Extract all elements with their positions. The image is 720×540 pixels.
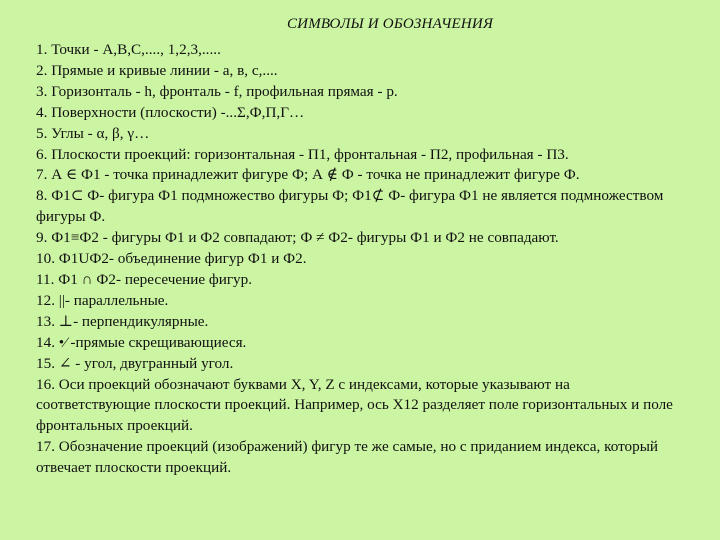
list-item: 2. Прямые и кривые линии - а, в, с,....	[36, 61, 278, 79]
list-item: 4. Поверхности (плоскости) -...Σ,Ф,П,Г…	[36, 103, 305, 121]
symbol-list	[36, 40, 688, 479]
list-item: 9. Ф1≡Ф2 - фигуры Ф1 и Ф2 совпадают; Ф ≠ Ф2- фигуры Ф1 и Ф2 не совпадают.	[36, 229, 559, 247]
list-item: 3. Горизонталь - h, фронталь - f, профильная прямая - р.	[36, 82, 398, 100]
list-item: 16. Оси проекций обозначают буквами X, Y, Z с индексами, которые указывают на соответствующие плоскости проекций. Например, ось X12 разделяет поле горизонтальных и поле фронтальных проекций.	[36, 375, 673, 435]
list-item: 7. А ∈ Ф1 - точка принадлежит фигуре Ф; А ∉ Ф - точка не принадлежит фигуре Ф.	[36, 166, 580, 184]
list-item: 14. •⁄ -прямые скрещивающиеся.	[36, 333, 247, 351]
list-item: 11. Ф1 ∩ Ф2- пересечение фигур.	[36, 270, 253, 288]
list-item: 12. ||- параллельные.	[36, 291, 169, 309]
list-item: 10. Ф1UФ2- объединение фигур Ф1 и Ф2.	[36, 250, 307, 268]
list-item: 17. Обозначение проекций (изображений) фигур те же самые, но с приданием индекса, который отвечает плоскости проекций.	[36, 438, 659, 477]
list-item: 1. Точки - А,В,С,...., 1,2,3,.....	[36, 41, 221, 58]
page-title: СИМВОЛЫ И ОБОЗНАЧЕНИЯ	[286, 16, 494, 32]
list-item: 8. Ф1⊂ Ф- фигура Ф1 подмножество фигуры Ф; Ф1⊄ Ф- фигура Ф1 не является подмножеством фигуры Ф.	[36, 187, 664, 226]
list-item: 5. Углы - α, β, γ…	[36, 124, 150, 142]
list-item: 6. Плоскости проекций: горизонтальная - П1, фронтальная - П2, профильная - П3.	[36, 145, 569, 163]
list-item: 15. ∠ - угол, двугранный угол.	[36, 354, 234, 372]
list-item: 13. ⊥- перпендикулярные.	[36, 312, 209, 330]
